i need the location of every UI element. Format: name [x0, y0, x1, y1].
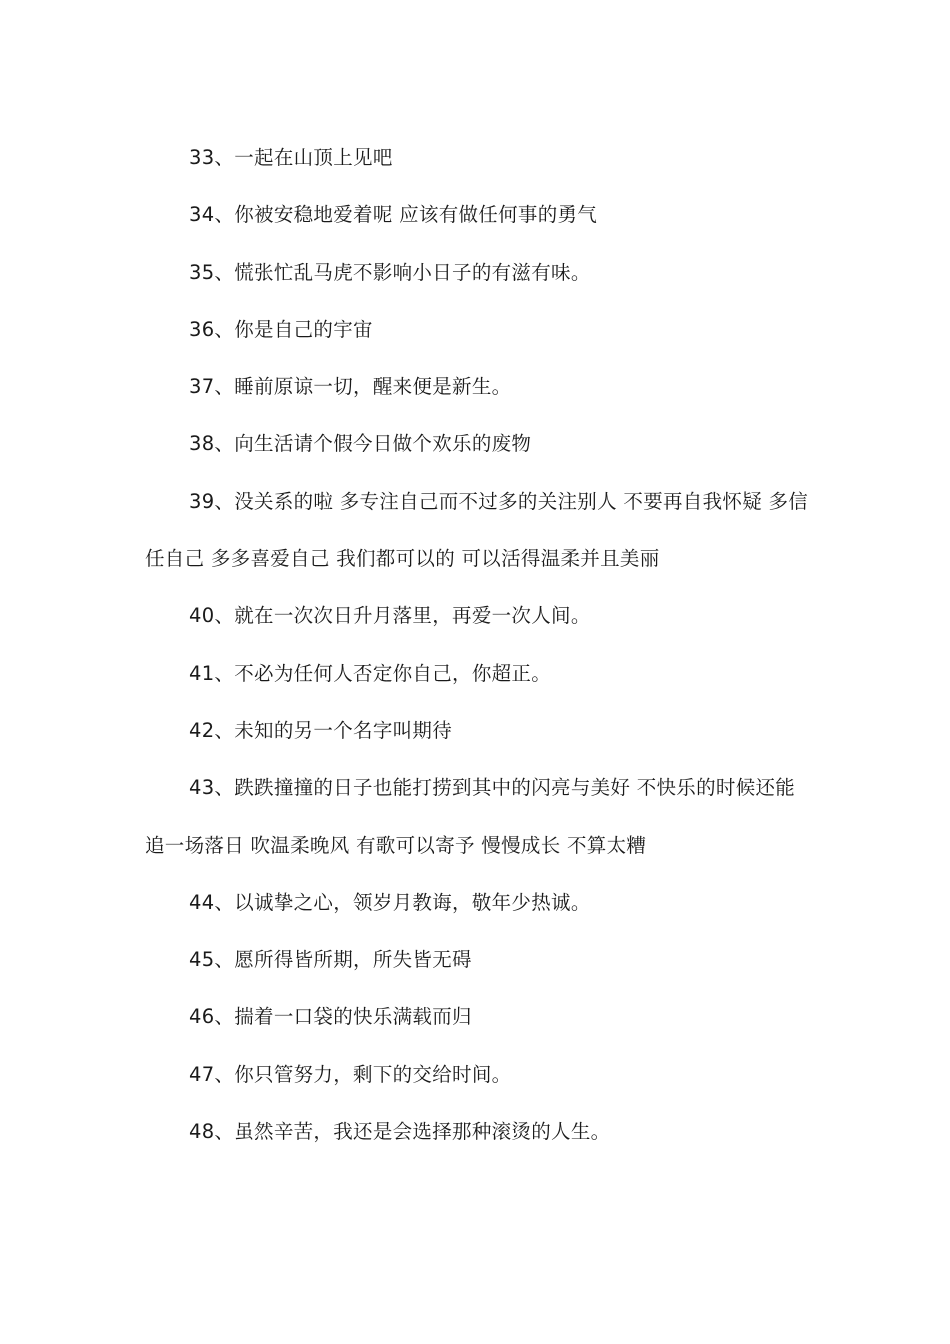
entry-40: 40、就在一次次日升月落里，再爱一次人间。 [189, 604, 591, 628]
entry-36: 36、你是自己的宇宙 [189, 317, 373, 341]
entry-45: 45、愿所得皆所期，所失皆无碍 [189, 948, 472, 972]
entry-42: 42、未知的另一个名字叫期待 [189, 718, 453, 742]
entry-43: 43、跌跌撞撞的日子也能打捞到其中的闪亮与美好 不快乐的时候还能追一场落日 吹温柔晚风 有歌可以寄予 慢慢成长 不算太糟 [145, 776, 796, 857]
entry-37: 37、睡前原谅一切，醒来便是新生。 [189, 375, 512, 399]
entry-44: 44、以诚挚之心，领岁月教诲，敬年少热诚。 [189, 890, 591, 914]
entry-41: 41、不必为任何人否定你自己，你超正。 [189, 661, 552, 685]
entry-47: 47、你只管努力，剩下的交给时间。 [189, 1062, 512, 1086]
entry-38: 38、向生活请个假今日做个欢乐的废物 [189, 432, 532, 456]
entry-35: 35、慌张忙乱马虎不影响小日子的有滋有味。 [189, 260, 591, 284]
entry-33: 33、一起在山顶上见吧 [189, 146, 393, 169]
entry-48: 48、虽然辛苦，我还是会选择那种滚烫的人生。 [189, 1120, 611, 1144]
entry-39: 39、没关系的啦 多专注自己而不过多的关注别人 不要再自我怀疑 多信任自己 多多喜爱自己 我们都可以的 可以活得温柔并且美丽 [145, 489, 809, 571]
text-body [145, 129, 810, 1160]
entry-46: 46、揣着一口袋的快乐满载而归 [189, 1005, 472, 1029]
entry-34: 34、你被安稳地爱着呢 应该有做任何事的勇气 [189, 203, 598, 227]
